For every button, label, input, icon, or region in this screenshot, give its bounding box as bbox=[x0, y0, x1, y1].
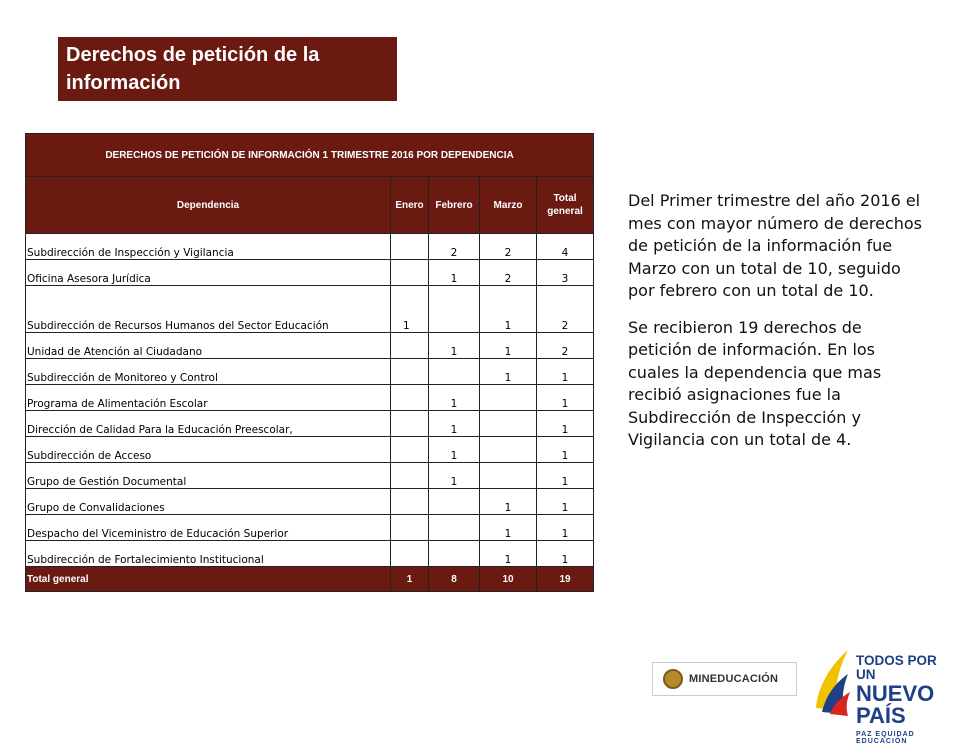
enero-cell bbox=[391, 463, 429, 489]
marzo-cell: 2 bbox=[480, 234, 537, 260]
total-cell: 1 bbox=[537, 359, 594, 385]
total-cell: 4 bbox=[537, 234, 594, 260]
enero-cell bbox=[391, 385, 429, 411]
febrero-cell bbox=[429, 489, 480, 515]
total-cell: 1 bbox=[537, 437, 594, 463]
febrero-cell: 1 bbox=[429, 385, 480, 411]
logo-line-1: TODOS POR UN bbox=[856, 653, 937, 682]
febrero-cell: 1 bbox=[429, 260, 480, 286]
header-febrero: Febrero bbox=[429, 177, 480, 234]
table-caption: DERECHOS DE PETICIÓN DE INFORMACIÓN 1 TRIMESTRE 2016 POR DEPENDENCIA bbox=[26, 134, 594, 177]
header-marzo: Marzo bbox=[480, 177, 537, 234]
header-dependencia: Dependencia bbox=[26, 177, 391, 234]
febrero-cell: 1 bbox=[429, 463, 480, 489]
mineducacion-logo bbox=[652, 662, 797, 696]
table-row bbox=[26, 463, 594, 489]
total-cell: 1 bbox=[537, 541, 594, 567]
febrero-cell: 1 bbox=[429, 437, 480, 463]
summary-text bbox=[628, 190, 928, 466]
enero-cell bbox=[391, 359, 429, 385]
dependency-cell: Dirección de Calidad Para la Educación Preescolar, bbox=[26, 411, 391, 437]
febrero-cell bbox=[429, 541, 480, 567]
enero-cell bbox=[391, 260, 429, 286]
mineducacion-logo-text: MINEDUCACIÓN bbox=[689, 673, 779, 685]
total-cell: 2 bbox=[537, 333, 594, 359]
marzo-cell bbox=[480, 463, 537, 489]
enero-cell bbox=[391, 541, 429, 567]
slide-title: Derechos de petición de la información bbox=[58, 37, 397, 101]
dependency-cell: Subdirección de Monitoreo y Control bbox=[26, 359, 391, 385]
summary-paragraph-1: Del Primer trimestre del año 2016 el mes con mayor número de derechos de petición de la información fue Marzo con un total de 10, seguido por febrero con un total de 10. bbox=[628, 191, 923, 300]
total-cell: 3 bbox=[537, 260, 594, 286]
enero-cell bbox=[391, 489, 429, 515]
enero-cell: 1 bbox=[391, 286, 429, 333]
total-label: Total general bbox=[26, 567, 391, 592]
table-header-row bbox=[26, 177, 594, 234]
total-cell: 1 bbox=[537, 411, 594, 437]
febrero-cell bbox=[429, 286, 480, 333]
total-febrero: 8 bbox=[429, 567, 480, 592]
enero-cell bbox=[391, 515, 429, 541]
febrero-cell bbox=[429, 359, 480, 385]
marzo-cell bbox=[480, 437, 537, 463]
table-row bbox=[26, 385, 594, 411]
dependency-cell: Oficina Asesora Jurídica bbox=[26, 260, 391, 286]
header-total: Total general bbox=[537, 177, 594, 234]
marzo-cell: 2 bbox=[480, 260, 537, 286]
dependency-cell: Grupo de Gestión Documental bbox=[26, 463, 391, 489]
total-marzo: 10 bbox=[480, 567, 537, 592]
dependency-cell: Grupo de Convalidaciones bbox=[26, 489, 391, 515]
table-row bbox=[26, 489, 594, 515]
total-cell: 1 bbox=[537, 515, 594, 541]
marzo-cell: 1 bbox=[480, 359, 537, 385]
table-row bbox=[26, 286, 594, 333]
marzo-cell bbox=[480, 411, 537, 437]
dependency-cell: Unidad de Atención al Ciudadano bbox=[26, 333, 391, 359]
total-cell: 1 bbox=[537, 489, 594, 515]
dependency-cell: Subdirección de Recursos Humanos del Sector Educación bbox=[26, 286, 391, 333]
dependency-cell: Subdirección de Inspección y Vigilancia bbox=[26, 234, 391, 260]
summary-paragraph-2: Se recibieron 19 derechos de petición de información. En los cuales la dependencia que mas recibió asignaciones fue la Subdirección de Inspección y Vigilancia con un total de 4. bbox=[628, 317, 882, 449]
marzo-cell: 1 bbox=[480, 541, 537, 567]
todos-por-un-nuevo-pais-logo bbox=[808, 646, 958, 745]
table-caption-row bbox=[26, 134, 594, 177]
petitions-table bbox=[25, 133, 594, 592]
marzo-cell: 1 bbox=[480, 333, 537, 359]
total-cell: 1 bbox=[537, 385, 594, 411]
table-total-row bbox=[26, 567, 594, 592]
logo-line-3: PAZ EQUIDAD EDUCACIÓN bbox=[856, 731, 915, 745]
table-row bbox=[26, 437, 594, 463]
marzo-cell: 1 bbox=[480, 515, 537, 541]
table-row bbox=[26, 333, 594, 359]
total-cell: 1 bbox=[537, 463, 594, 489]
marzo-cell: 1 bbox=[480, 489, 537, 515]
table-row bbox=[26, 515, 594, 541]
febrero-cell bbox=[429, 515, 480, 541]
marzo-cell: 1 bbox=[480, 286, 537, 333]
enero-cell bbox=[391, 333, 429, 359]
dependency-cell: Subdirección de Acceso bbox=[26, 437, 391, 463]
logo-line-2: NUEVO PAÍS bbox=[856, 681, 935, 728]
table-row bbox=[26, 234, 594, 260]
table-row bbox=[26, 260, 594, 286]
header-enero: Enero bbox=[391, 177, 429, 234]
table-row bbox=[26, 359, 594, 385]
marzo-cell bbox=[480, 385, 537, 411]
enero-cell bbox=[391, 437, 429, 463]
febrero-cell: 1 bbox=[429, 411, 480, 437]
total-general: 19 bbox=[537, 567, 594, 592]
total-enero: 1 bbox=[391, 567, 429, 592]
table-row bbox=[26, 541, 594, 567]
coat-of-arms-icon bbox=[663, 669, 683, 689]
dependency-cell: Despacho del Viceministro de Educación Superior bbox=[26, 515, 391, 541]
table-row bbox=[26, 411, 594, 437]
enero-cell bbox=[391, 411, 429, 437]
dependency-cell: Programa de Alimentación Escolar bbox=[26, 385, 391, 411]
enero-cell bbox=[391, 234, 429, 260]
flag-swoosh-icon bbox=[808, 646, 858, 716]
febrero-cell: 1 bbox=[429, 333, 480, 359]
febrero-cell: 2 bbox=[429, 234, 480, 260]
dependency-cell: Subdirección de Fortalecimiento Institucional bbox=[26, 541, 391, 567]
total-cell: 2 bbox=[537, 286, 594, 333]
